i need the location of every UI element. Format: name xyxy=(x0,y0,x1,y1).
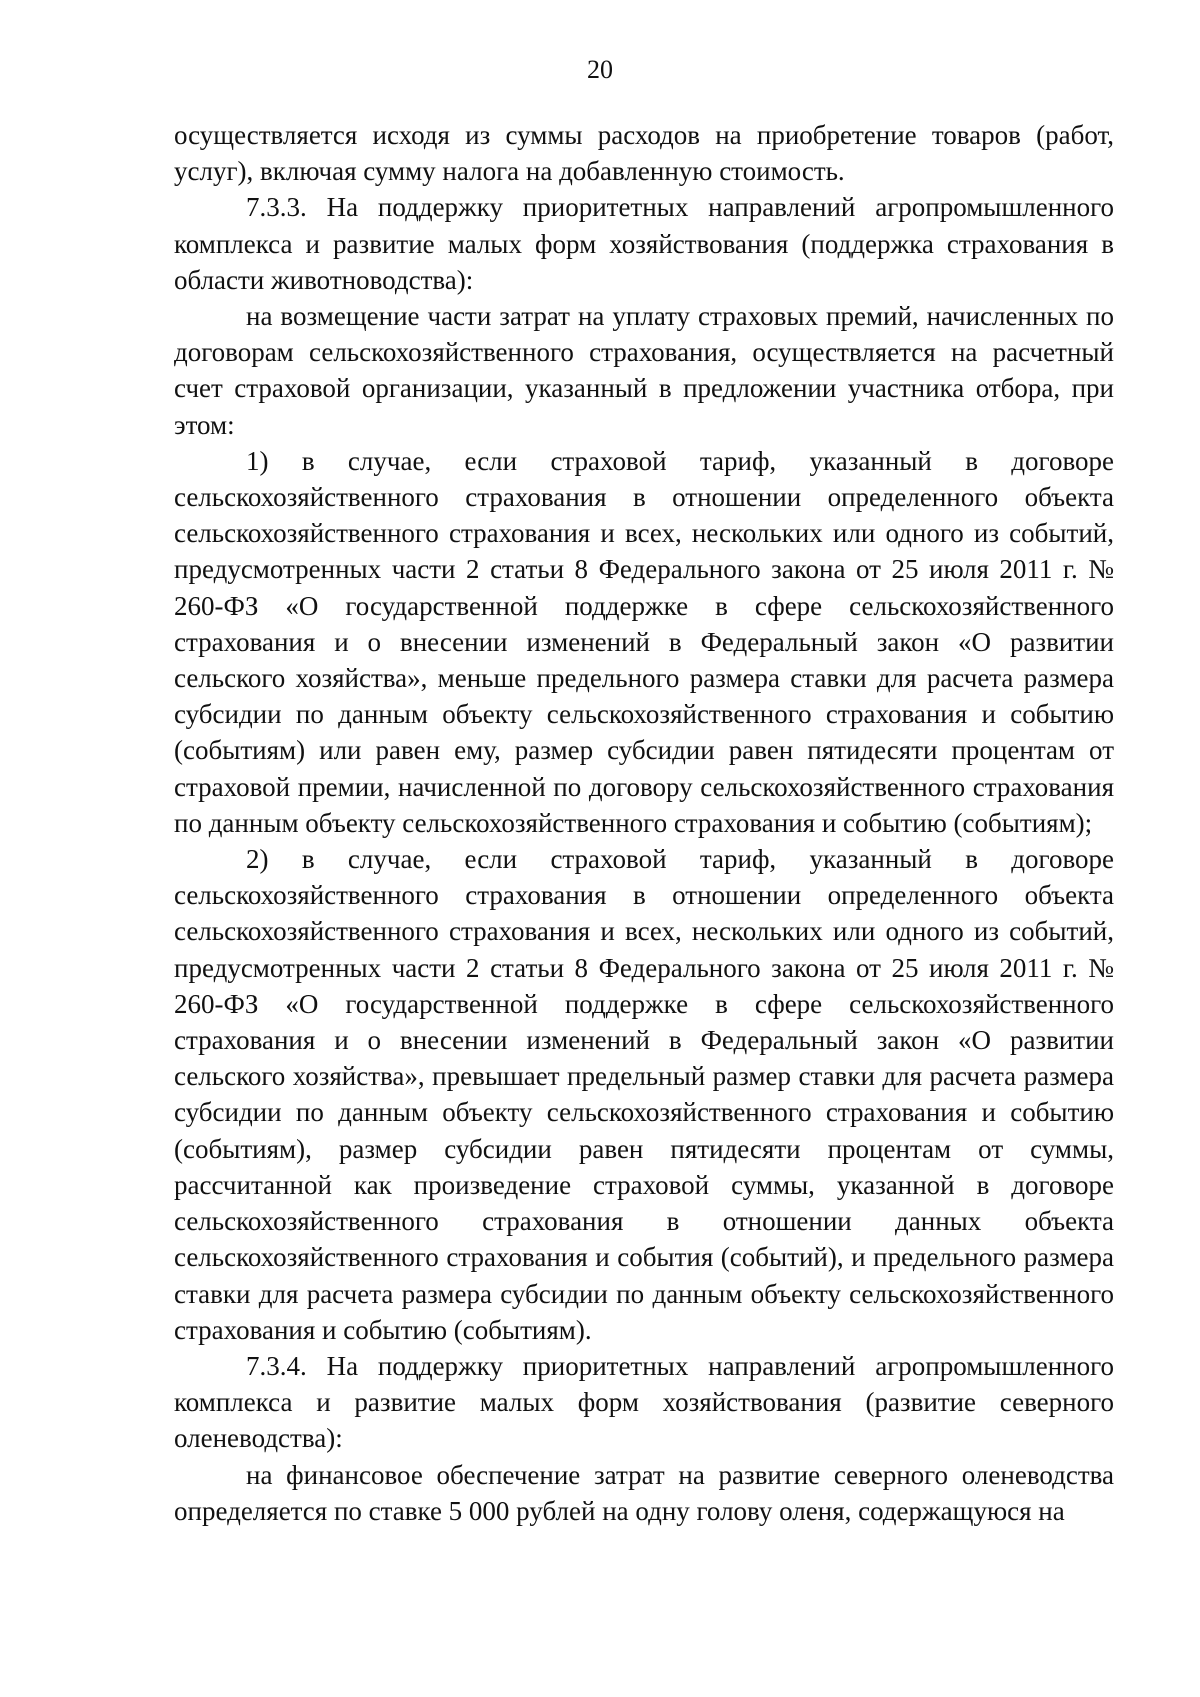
paragraph-reindeer-funding: на финансовое обеспечение затрат на развитие северного оленеводства определяется по ставке 5 000 рублей на одну голову оленя, содержащуюся на xyxy=(174,1459,1114,1526)
paragraph-item-2: 2) в случае, если страховой тариф, указанный в договоре сельскохозяйственного страхования в отношении определенного объекта сельскохозяйственного страхования и всех, нескольких или одного из событий, предусмотренных части 2 статьи 8 Федерального закона от 25 июля 2011 г. № 260-ФЗ «О государственной поддержке в сфере сельскохозяйственного страхования и о внесении изменений в Федеральный закон «О развитии сельского хозяйства», превышает предельный размер ставки для расчета размера субсидии по данным объекту сельскохозяйственного страхования и событию (событиям), размер субсидии равен пятидесяти процентам от суммы, рассчитанной как произведение страховой суммы, указанной в договоре сельскохозяйственного страхования в отношении данных объекта сельскохозяйственного страхования и события (событий), и предельного размера ставки для расчета размера субсидии по данным объекту сельскохозяйственного страхования и событию (событиям). xyxy=(174,844,1114,1345)
paragraph-continuation: осуществляется исходя из суммы расходов на приобретение товаров (работ, услуг), включая сумму налога на добавленную стоимость. xyxy=(174,120,1114,187)
document-body xyxy=(174,117,1114,1529)
paragraph-item-1: 1) в случае, если страховой тариф, указанный в договоре сельскохозяйственного страхования в отношении определенного объекта сельскохозяйственного страхования и всех, нескольких или одного из событий, предусмотренных части 2 статьи 8 Федерального закона от 25 июля 2011 г. № 260-ФЗ «О государственной поддержке в сфере сельскохозяйственного страхования и о внесении изменений в Федеральный закон «О развитии сельского хозяйства», меньше предельного размера ставки для расчета размера субсидии по данным объекту сельскохозяйственного страхования и событию (событиям) или равен ему, размер субсидии равен пятидесяти процентам от страховой премии, начисленной по договору сельскохозяйственного страхования по данным объекту сельскохозяйственного страхования и событию (событиям); xyxy=(174,445,1114,838)
paragraph-premium-reimbursement: на возмещение части затрат на уплату страховых премий, начисленных по договорам сельскохозяйственного страхования, осуществляется на расчетный счет страховой организации, указанный в предложении участника отбора, при этом: xyxy=(174,301,1114,440)
paragraph-7-3-4: 7.3.4. На поддержку приоритетных направлений агропромышленного комплекса и развитие малых форм хозяйствования (развитие северного оленеводства): xyxy=(174,1350,1114,1454)
page-number: 20 xyxy=(587,55,613,84)
paragraph-7-3-3: 7.3.3. На поддержку приоритетных направлений агропромышленного комплекса и развитие малых форм хозяйствования (поддержка страхования в области животноводства): xyxy=(174,192,1114,295)
